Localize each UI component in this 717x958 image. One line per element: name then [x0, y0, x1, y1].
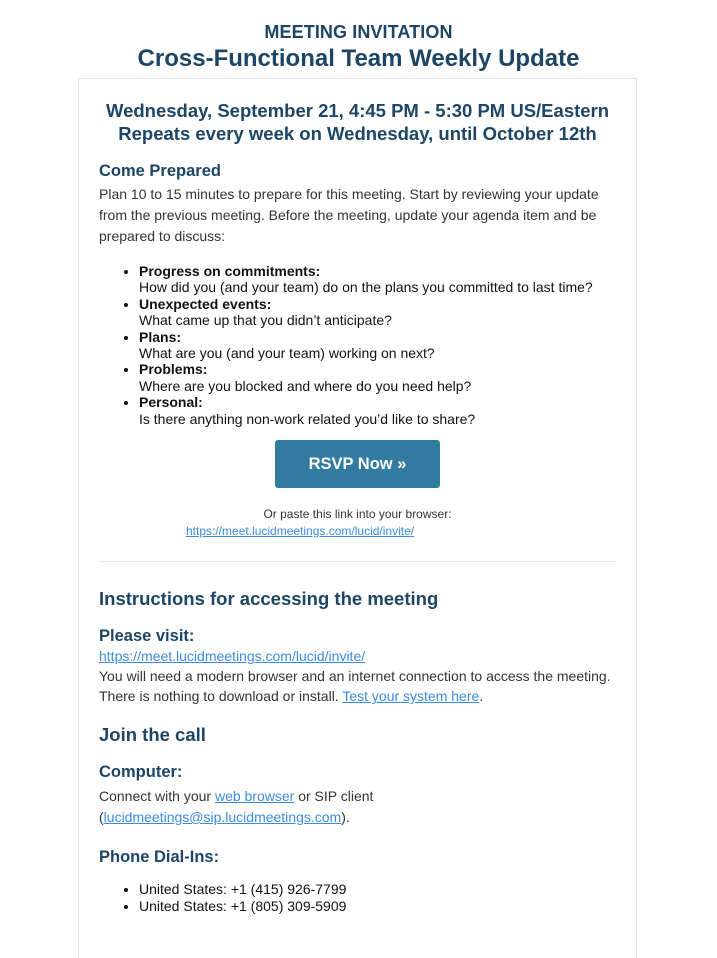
invitation-header — [0, 0, 717, 74]
agenda-item-title: Problems: — [139, 361, 208, 378]
sip-address-link[interactable]: lucidmeetings@sip.lucidmeetings.com — [103, 809, 342, 826]
test-suffix: . — [479, 688, 484, 705]
rsvp-section — [99, 440, 616, 488]
sip-open: ( — [99, 809, 104, 826]
agenda-item — [139, 296, 616, 329]
rsvp-now-button[interactable]: RSVP Now » — [275, 440, 440, 488]
agenda-item-title: Progress on commitments: — [139, 263, 321, 279]
web-browser-link[interactable]: web browser — [214, 788, 295, 805]
agenda-item-title: Personal: — [139, 394, 203, 411]
agenda-item — [139, 263, 616, 296]
agenda-item — [139, 329, 616, 362]
rsvp-link[interactable]: https://meet.lucidmeetings.com/lucid/invite/ — [186, 524, 415, 539]
computer-prefix: Connect with your — [99, 788, 215, 805]
invitation-card — [78, 78, 637, 958]
phone-item: • United States: +1 (415) 926-7799 — [139, 881, 616, 898]
meeting-schedule — [99, 99, 616, 145]
phone-dialins-heading: Phone Dial-Ins: — [99, 848, 220, 867]
computer-text — [99, 786, 616, 828]
agenda-item-text: What are you (and your team) working on next? — [139, 345, 435, 362]
phone-item: • United States: +1 (805) 309-5909 — [139, 898, 616, 915]
please-visit-heading: Please visit: — [99, 627, 195, 646]
come-prepared-heading: Come Prepared — [99, 162, 221, 180]
agenda-item-title: Plans: — [139, 328, 182, 345]
agenda-list — [99, 263, 616, 427]
meeting-link[interactable]: https://meet.lucidmeetings.com/lucid/invite/ — [99, 648, 366, 665]
test-system-link[interactable]: Test your system here — [342, 688, 480, 705]
visit-text: You will need a modern browser and an internet connection to access the meeting. There is nothing to download or install. — [99, 668, 611, 705]
phone-list — [99, 881, 616, 914]
computer-middle: or SIP client — [294, 788, 374, 805]
agenda-item-text: How did you (and your team) do on the plans you committed to last time? — [139, 279, 593, 296]
paste-link-text: Or paste this link into your browser: — [263, 507, 452, 522]
agenda-item-title: Unexpected events: — [139, 295, 272, 312]
agenda-item-text: Where are you blocked and where do you need help? — [139, 377, 472, 394]
section-divider — [99, 561, 616, 562]
sip-close: ). — [341, 809, 350, 826]
meeting-datetime: Wednesday, September 21, 4:45 PM - 5:30 PM US/Eastern — [105, 100, 610, 121]
agenda-item — [139, 394, 616, 427]
agenda-item-text: What came up that you didn’t anticipate? — [139, 312, 392, 329]
agenda-item-text: Is there anything non-work related you’d like to share? — [139, 410, 476, 427]
join-call-heading: Join the call — [99, 724, 206, 746]
visit-section — [99, 646, 616, 706]
meeting-recurrence: Repeats every week on Wednesday, until October 12th — [118, 123, 597, 144]
computer-heading: Computer: — [99, 763, 183, 782]
access-heading: Instructions for accessing the meeting — [99, 588, 439, 610]
agenda-item — [139, 361, 616, 394]
meeting-title: Cross-Functional Team Weekly Update — [137, 45, 580, 72]
prepare-intro: Plan 10 to 15 minutes to prepare for this meeting. Start by reviewing your update from the previous meeting. Before the meeting, update your agenda item and be prepared to discuss: — [99, 186, 599, 244]
kicker-label: MEETING INVITATION — [264, 22, 453, 42]
